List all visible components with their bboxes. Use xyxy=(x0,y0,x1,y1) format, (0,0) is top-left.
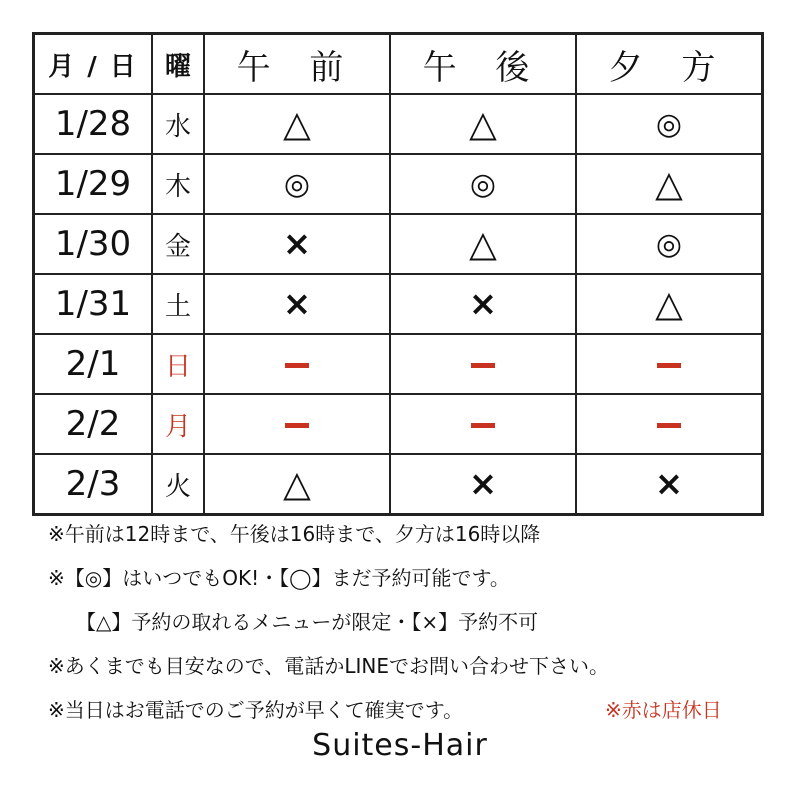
slot-cell-morning xyxy=(204,94,390,154)
date-cell: 1/29 xyxy=(34,154,153,214)
closed-dash-icon xyxy=(471,423,495,428)
slot-cell-morning xyxy=(204,154,390,214)
header-date: 月 / 日 xyxy=(34,34,153,95)
triangle-icon: △ xyxy=(655,163,683,205)
slot-cell-afternoon xyxy=(390,154,576,214)
slot-cell-evening xyxy=(576,394,763,454)
cross-icon: × xyxy=(282,224,312,264)
double-circle-icon: ◎ xyxy=(283,166,311,202)
triangle-icon: △ xyxy=(655,283,683,325)
weekday-cell: 水 xyxy=(152,94,204,154)
slot-cell-evening xyxy=(576,94,763,154)
slot-cell-afternoon xyxy=(390,454,576,515)
closed-dash-icon xyxy=(657,363,681,368)
note-time-definition: ※午前は12時まで、午後は16時まで、夕方は16時以降 xyxy=(48,522,541,546)
slot-cell-evening xyxy=(576,274,763,334)
table-row xyxy=(34,94,763,154)
cross-icon: × xyxy=(654,464,684,504)
reservation-schedule-table xyxy=(32,32,764,516)
slot-cell-morning xyxy=(204,334,390,394)
weekday-cell: 火 xyxy=(152,454,204,515)
triangle-icon: △ xyxy=(469,223,497,265)
date-cell: 1/31 xyxy=(34,274,153,334)
header-morning: 午 前 xyxy=(204,34,390,95)
triangle-icon: △ xyxy=(283,103,311,145)
note-legend-available: ※【◎】はいつでもOK!・【◯】まだ予約可能です。 xyxy=(48,566,510,590)
slot-cell-morning xyxy=(204,214,390,274)
date-cell: 2/1 xyxy=(34,334,153,394)
triangle-icon: △ xyxy=(283,463,311,505)
slot-cell-afternoon xyxy=(390,214,576,274)
note-legend-limited: 【△】予約の取れるメニューが限定・【×】予約不可 xyxy=(76,610,539,634)
weekday-cell: 木 xyxy=(152,154,204,214)
double-circle-icon: ◎ xyxy=(469,166,497,202)
cross-icon: × xyxy=(468,464,498,504)
table-row xyxy=(34,274,763,334)
schedule-body xyxy=(34,94,763,515)
slot-cell-evening xyxy=(576,334,763,394)
date-cell: 1/28 xyxy=(34,94,153,154)
note-same-day-row xyxy=(48,688,768,732)
cross-icon: × xyxy=(468,284,498,324)
cross-icon: × xyxy=(282,284,312,324)
slot-cell-evening xyxy=(576,454,763,515)
slot-cell-afternoon xyxy=(390,94,576,154)
note-contact: ※あくまでも目安なので、電話かLINEでお問い合わせ下さい。 xyxy=(48,654,609,678)
holiday-note: ※赤は店休日 xyxy=(605,698,722,722)
header-weekday: 曜 xyxy=(152,34,204,95)
header-afternoon: 午 後 xyxy=(390,34,576,95)
closed-dash-icon xyxy=(285,423,309,428)
slot-cell-afternoon xyxy=(390,274,576,334)
slot-cell-morning xyxy=(204,274,390,334)
slot-cell-morning xyxy=(204,454,390,515)
date-cell: 1/30 xyxy=(34,214,153,274)
date-cell: 2/3 xyxy=(34,454,153,515)
double-circle-icon: ◎ xyxy=(655,226,683,262)
double-circle-icon: ◎ xyxy=(655,106,683,142)
slot-cell-morning xyxy=(204,394,390,454)
date-cell: 2/2 xyxy=(34,394,153,454)
slot-cell-evening xyxy=(576,154,763,214)
slot-cell-evening xyxy=(576,214,763,274)
notes xyxy=(48,512,768,732)
weekday-cell: 日 xyxy=(152,334,204,394)
slot-cell-afternoon xyxy=(390,334,576,394)
closed-dash-icon xyxy=(471,363,495,368)
closed-dash-icon xyxy=(285,363,309,368)
note-same-day: ※当日はお電話でのご予約が早くて確実です。 xyxy=(48,698,464,722)
shop-name: Suites-Hair xyxy=(312,728,488,763)
slot-cell-afternoon xyxy=(390,394,576,454)
table-row xyxy=(34,454,763,515)
table-row xyxy=(34,394,763,454)
table-row xyxy=(34,214,763,274)
header-evening: 夕 方 xyxy=(576,34,763,95)
weekday-cell: 月 xyxy=(152,394,204,454)
table-row xyxy=(34,334,763,394)
table-row xyxy=(34,154,763,214)
closed-dash-icon xyxy=(657,423,681,428)
weekday-cell: 土 xyxy=(152,274,204,334)
table-header-row xyxy=(34,34,763,95)
weekday-cell: 金 xyxy=(152,214,204,274)
triangle-icon: △ xyxy=(469,103,497,145)
